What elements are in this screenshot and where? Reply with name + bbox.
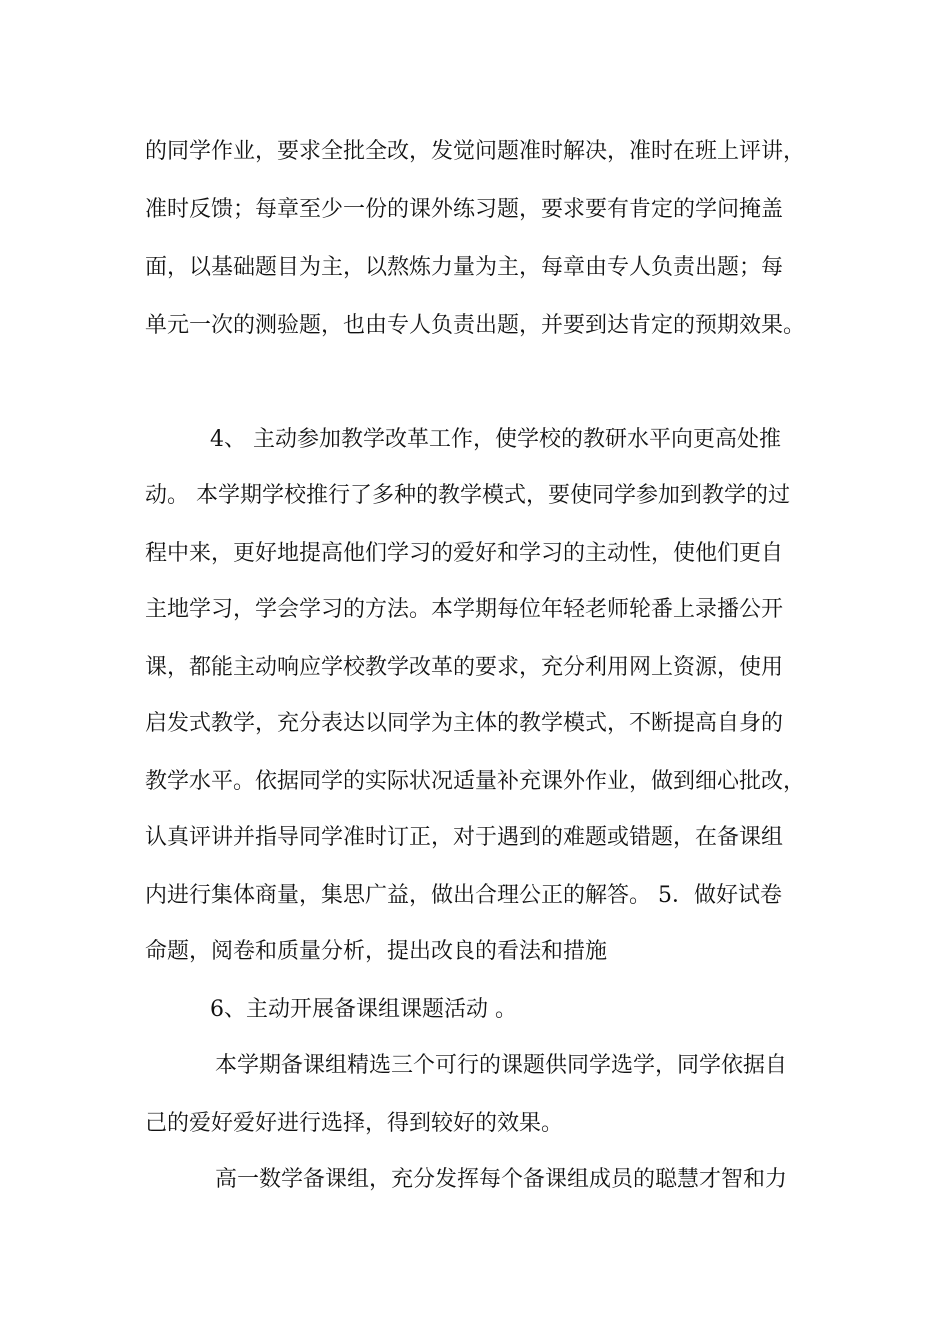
text-line: 命题，阅卷和质量分析，提出改良的看法和措施 bbox=[145, 939, 608, 964]
text-line: 准时反馈；每章至少一份的课外练习题，要求要有肯定的学问掩盖 bbox=[145, 197, 784, 222]
text-line: 课，都能主动响应学校教学改革的要求，充分利用网上资源，使用 bbox=[145, 655, 784, 680]
text-line: 己的爱好爱好进行选择，得到较好的效果。 bbox=[145, 1111, 564, 1136]
text-line: 内进行集体商量，集思广益，做出合理公正的解答。 5．做好试卷 bbox=[145, 883, 782, 908]
text-line: 主地学习，学会学习的方法。本学期每位年轻老师轮番上录播公开 bbox=[145, 597, 784, 622]
text-line: 面，以基础题目为主，以熬炼力量为主，每章由专人负责出题；每 bbox=[145, 255, 784, 280]
numbered-heading: 4、 主动参加教学改革工作，使学校的教研水平向更高处推 bbox=[210, 427, 781, 452]
text-line: 启发式教学，充分表达以同学为主体的教学模式，不断提高自身的 bbox=[145, 711, 784, 736]
numbered-heading: 6、主动开展备课组课题活动 。 bbox=[210, 997, 517, 1022]
text-line: 的同学作业，要求全批全改，发觉问题准时解决，准时在班上评讲， bbox=[145, 139, 806, 164]
paragraph-start: 高一数学备课组，充分发挥每个备课组成员的聪慧才智和力 bbox=[215, 1167, 788, 1192]
text-line: 单元一次的测验题，也由专人负责出题，并要到达肯定的预期效果。 bbox=[145, 313, 806, 338]
text-line: 教学水平。依据同学的实际状况适量补充课外作业，做到细心批改， bbox=[145, 769, 806, 794]
text-line: 动。 本学期学校推行了多种的教学模式，要使同学参加到教学的过 bbox=[145, 483, 790, 508]
paragraph-start: 本学期备课组精选三个可行的课题供同学选学，同学依据自 bbox=[215, 1053, 788, 1078]
text-line: 认真评讲并指导同学准时订正，对于遇到的难题或错题，在备课组 bbox=[145, 825, 784, 850]
text-line: 程中来，更好地提高他们学习的爱好和学习的主动性，使他们更自 bbox=[145, 541, 784, 566]
